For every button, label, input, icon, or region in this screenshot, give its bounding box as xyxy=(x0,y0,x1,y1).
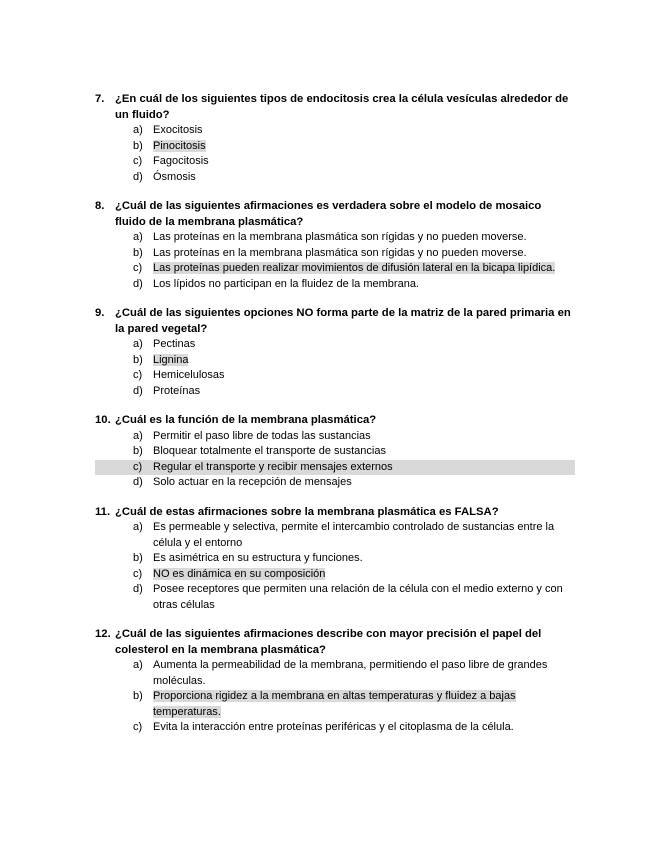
answer-option xyxy=(95,337,575,353)
answer-option xyxy=(95,277,575,293)
option-letter: b) xyxy=(133,353,143,366)
question-11 xyxy=(95,505,575,614)
option-text: Ósmosis xyxy=(153,170,196,183)
answer-option xyxy=(95,551,575,567)
question-text: ¿En cuál de los siguientes tipos de endocitosis crea la célula vesículas alrededor de un fluido? xyxy=(115,93,569,121)
option-text-wrap xyxy=(153,444,575,460)
option-text: Evita la interacción entre proteínas periféricas y el citoplasma de la célula. xyxy=(153,721,514,733)
option-text: Permitir el paso libre de todas las sustancias xyxy=(153,429,371,442)
option-text: Las proteínas en la membrana plasmática son rígidas y no pueden moverse. xyxy=(153,231,527,243)
option-letter: c) xyxy=(133,262,143,274)
option-letter: a) xyxy=(133,338,143,350)
option-text: Exocitosis xyxy=(153,124,203,136)
answer-option xyxy=(95,658,575,689)
option-text-wrap xyxy=(153,429,575,445)
option-text: Posee receptores que permiten una relación de la célula con el medio externo y con otras células xyxy=(153,583,563,611)
answer-option xyxy=(95,582,575,613)
question-number: 7. xyxy=(95,93,105,105)
answer-option xyxy=(95,460,575,476)
option-text: Es asimétrica en su estructura y funciones. xyxy=(153,552,363,564)
option-text-wrap xyxy=(153,123,575,139)
answer-option xyxy=(95,123,575,139)
answer-option xyxy=(95,170,575,186)
option-text-wrap xyxy=(153,658,575,689)
answer-option xyxy=(95,230,575,246)
option-text-wrap xyxy=(153,720,575,736)
option-text: Las proteínas en la membrana plasmática son rígidas y no pueden moverse. xyxy=(153,246,527,259)
answer-option xyxy=(95,720,575,736)
question-list xyxy=(95,92,575,750)
question-heading xyxy=(95,92,575,123)
answer-option xyxy=(95,353,575,369)
option-letter: b) xyxy=(133,246,143,259)
answer-option xyxy=(95,475,575,491)
option-text-wrap xyxy=(153,689,575,720)
option-letter: b) xyxy=(133,690,143,702)
answer-option xyxy=(95,384,575,400)
option-letter: b) xyxy=(133,139,143,152)
option-letter: c) xyxy=(133,721,143,733)
question-heading xyxy=(95,306,575,337)
answer-options xyxy=(95,337,575,399)
answer-option xyxy=(95,139,575,155)
option-letter: a) xyxy=(133,124,143,136)
option-text: Hemicelulosas xyxy=(153,369,225,381)
option-text-wrap xyxy=(153,139,575,155)
option-text-wrap xyxy=(153,460,575,476)
option-text-wrap xyxy=(153,384,575,400)
question-text: ¿Cuál es la función de la membrana plasmática? xyxy=(115,414,377,426)
option-text-highlighted: Proporciona rigidez a la membrana en altas temperaturas y fluidez a bajas temperaturas. xyxy=(153,690,516,718)
question-heading xyxy=(95,505,575,521)
question-text: ¿Cuál de estas afirmaciones sobre la membrana plasmática es FALSA? xyxy=(115,505,499,518)
option-letter: d) xyxy=(133,583,143,595)
question-text: ¿Cuál de las siguientes afirmaciones describe con mayor precisión el papel del colesterol en la membrana plasmática? xyxy=(115,628,542,656)
answer-options xyxy=(95,429,575,491)
question-text: ¿Cuál de las siguientes afirmaciones es verdadera sobre el modelo de mosaico fluido de la membrana plasmática? xyxy=(115,200,542,228)
question-heading xyxy=(95,413,575,429)
option-letter: b) xyxy=(133,552,143,564)
option-text-wrap xyxy=(153,337,575,353)
option-letter: c) xyxy=(133,155,143,167)
option-text-wrap xyxy=(153,230,575,246)
option-letter: d) xyxy=(133,170,143,183)
answer-options xyxy=(95,658,575,736)
option-letter: a) xyxy=(133,521,143,533)
option-text-wrap xyxy=(153,277,575,293)
option-text-wrap xyxy=(153,246,575,262)
option-text: Fagocitosis xyxy=(153,155,209,167)
option-text: Aumenta la permeabilidad de la membrana, permitiendo el paso libre de grandes moléculas. xyxy=(153,659,548,687)
question-number: 8. xyxy=(95,200,105,212)
answer-option xyxy=(95,246,575,262)
question-number: 10. xyxy=(95,414,111,426)
option-text-highlighted: NO es dinámica en su composición xyxy=(153,567,326,580)
question-heading xyxy=(95,627,575,658)
option-letter: c) xyxy=(133,369,143,381)
option-text: Es permeable y selectiva, permite el intercambio controlado de sustancias entre la célula y el entorno xyxy=(153,521,555,549)
option-text-wrap xyxy=(153,353,575,369)
option-text-wrap xyxy=(153,170,575,186)
option-text: Pectinas xyxy=(153,338,196,350)
option-text-wrap xyxy=(153,154,575,170)
option-letter: d) xyxy=(133,476,143,488)
option-letter: d) xyxy=(133,277,143,290)
option-text: Los lípidos no participan en la fluidez de la membrana. xyxy=(153,277,419,290)
answer-option xyxy=(95,520,575,551)
answer-option xyxy=(95,689,575,720)
option-text-wrap xyxy=(153,551,575,567)
option-letter: c) xyxy=(133,460,143,473)
answer-option xyxy=(95,429,575,445)
answer-option xyxy=(95,368,575,384)
option-text-wrap xyxy=(153,261,575,277)
option-text-highlighted: Las proteínas pueden realizar movimientos de difusión lateral en la bicapa lipídica. xyxy=(153,262,556,274)
question-10 xyxy=(95,413,575,491)
option-letter: a) xyxy=(133,659,143,671)
answer-option xyxy=(95,154,575,170)
answer-option xyxy=(95,261,575,277)
option-text: Bloquear totalmente el transporte de sustancias xyxy=(153,445,386,457)
option-text-wrap xyxy=(153,582,575,613)
answer-options xyxy=(95,520,575,613)
question-8 xyxy=(95,199,575,292)
option-letter: b) xyxy=(133,445,143,457)
question-number: 9. xyxy=(95,307,105,319)
question-heading xyxy=(95,199,575,230)
option-letter: a) xyxy=(133,429,143,442)
question-number: 12. xyxy=(95,628,111,640)
question-12 xyxy=(95,627,575,736)
answer-options xyxy=(95,230,575,292)
option-text-highlighted: Pinocitosis xyxy=(153,139,206,152)
option-text-highlighted: Regular el transporte y recibir mensajes externos xyxy=(153,460,393,473)
option-text-wrap xyxy=(153,567,575,583)
option-text-wrap xyxy=(153,520,575,551)
option-letter: a) xyxy=(133,231,143,243)
option-text: Solo actuar en la recepción de mensajes xyxy=(153,476,352,488)
option-text-highlighted: Lignina xyxy=(153,353,189,366)
question-text: ¿Cuál de las siguientes opciones NO forma parte de la matriz de la pared primaria en la pared vegetal? xyxy=(115,307,571,335)
option-text: Proteínas xyxy=(153,384,201,397)
question-9 xyxy=(95,306,575,399)
option-text-wrap xyxy=(153,475,575,491)
option-text-wrap xyxy=(153,368,575,384)
answer-options xyxy=(95,123,575,185)
option-letter: c) xyxy=(133,567,143,580)
option-letter: d) xyxy=(133,384,143,397)
answer-option xyxy=(95,444,575,460)
answer-option xyxy=(95,567,575,583)
question-7 xyxy=(95,92,575,185)
question-number: 11. xyxy=(95,505,111,518)
